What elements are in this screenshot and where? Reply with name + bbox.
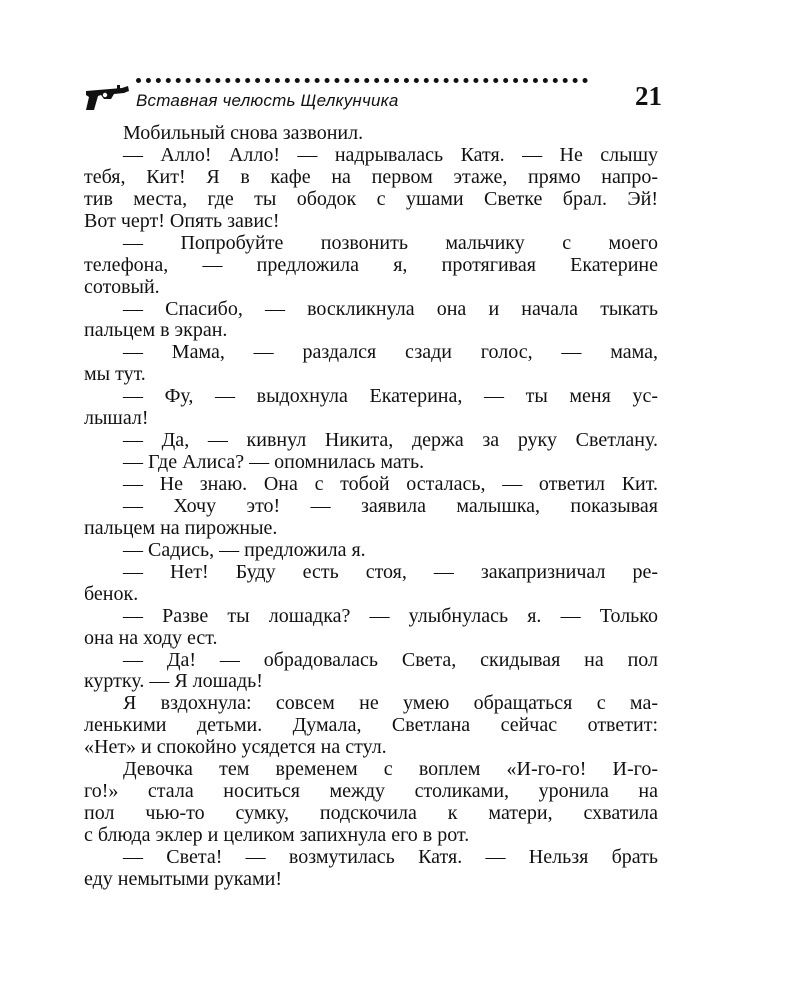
text-line: лышал! — [84, 407, 149, 430]
text-line: сотовый. — [84, 275, 160, 298]
text-line: — Фу, — выдохнула Екатерина, — ты меня ус- — [123, 385, 658, 408]
text-line: бенок. — [84, 582, 139, 605]
text-line: — Попробуйте позвонить мальчику с моего — [123, 231, 658, 254]
text-line: тив места, где ты ободок с ушами Светке брал. Эй! — [84, 187, 658, 210]
text-line: Мобильный снова зазвонил. — [123, 122, 364, 144]
revolver-icon — [84, 82, 130, 112]
text-line: — Спасибо, — воскликнула она и начала тыкать — [123, 297, 658, 320]
text-line: го!» стала носиться между столиками, уронила на — [84, 780, 658, 803]
text-line: куртку. — Я лошадь! — [84, 670, 263, 693]
text-line: — Алло! Алло! — надрывалась Катя. — Не слышу — [123, 143, 658, 166]
text-line: еду немытыми руками! — [84, 867, 283, 890]
page-header — [84, 78, 662, 118]
text-line: она на ходу ест. — [84, 626, 218, 649]
text-line: тебя, Кит! Я в кафе на первом этаже, прямо напро- — [84, 165, 658, 188]
text-line: — Да! — обрадовалась Света, скидывая на пол — [123, 648, 658, 671]
text-line: «Нет» и спокойно усядется на стул. — [84, 736, 387, 759]
text-line: пол чью-то сумку, подскочила к матери, схватила — [84, 802, 658, 825]
text-line: пальцем в экран. — [84, 319, 228, 342]
page-number: 21 — [635, 81, 662, 111]
text-line: с блюда эклер и целиком запихнула его в рот. — [84, 824, 470, 846]
text-line: — Садись, — предложила я. — [123, 538, 366, 561]
body-text — [84, 123, 658, 891]
text-line: Вот черт! Опять завис! — [84, 209, 280, 232]
text-line: — Хочу это! — заявила малышка, показывая — [123, 494, 658, 517]
text-line: — Не знаю. Она с тобой осталась, — ответил Кит. — [123, 473, 658, 495]
text-line: — Да, — кивнул Никита, держа за руку Светлану. — [123, 429, 658, 452]
text-line: Я вздохнула: совсем не умею обращаться с ма- — [123, 692, 658, 715]
running-title: Вставная челюсть Щелкунчика — [136, 91, 399, 110]
text-line: пальцем на пирожные. — [84, 516, 278, 539]
text-line: — Света! — возмутилась Катя. — Нельзя брать — [123, 845, 658, 868]
text-line: — Нет! Буду есть стоя, — закапризничал ре- — [123, 560, 658, 583]
text-line: Девочка тем временем с воплем «И-го-го! И-го- — [123, 758, 658, 781]
text-line: телефона, — предложила я, протягивая Екатерине — [84, 253, 658, 276]
text-line: — Где Алиса? — опомнилась мать. — [123, 451, 425, 474]
text-line: мы тут. — [84, 363, 146, 386]
text-line: — Мама, — раздался сзади голос, — мама, — [123, 341, 658, 364]
text-line: ленькими детьми. Думала, Светлана сейчас ответит: — [84, 714, 658, 737]
text-line: — Разве ты лошадка? — улыбнулась я. — Только — [123, 604, 658, 627]
